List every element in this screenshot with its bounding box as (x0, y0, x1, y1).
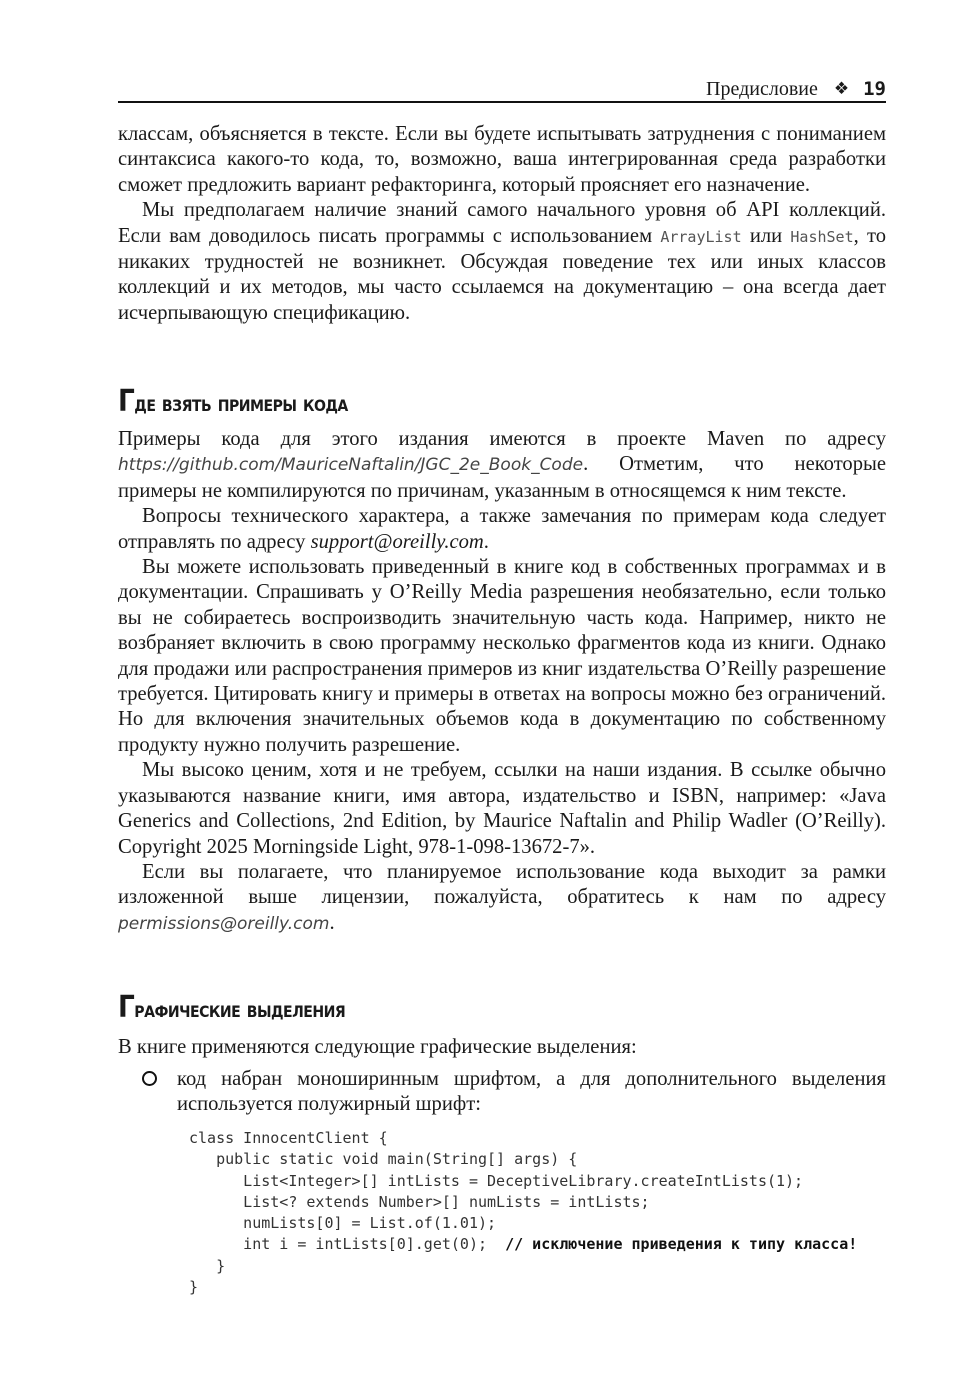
code-line: public static void main(String[] args) { (189, 1150, 578, 1169)
paragraph (118, 860, 886, 937)
paragraph: В книге применяются следующие графические выделения: (118, 1036, 637, 1058)
support-email-link[interactable]: support@oreilly.com (310, 530, 484, 553)
heading-cap: Г (118, 990, 135, 1025)
intro-block (118, 122, 886, 326)
code-line: numLists[0] = List.of(1.01); (189, 1214, 497, 1233)
text-run: . (329, 911, 335, 934)
heading-text: де взять примеры кода (134, 391, 348, 417)
section-body (118, 427, 886, 937)
code-block (189, 1128, 857, 1298)
paragraph (118, 198, 886, 326)
section-heading (118, 384, 348, 419)
code-line: class InnocentClient { (189, 1129, 388, 1147)
text-run: Мы предполагаем наличие знаний самого начального уровня об API коллекций. Если вам доводилось писать программы с использованием (118, 199, 886, 247)
ornament-icon: ❖ (833, 79, 850, 98)
paragraph: классам, объясняется в тексте. Если вы будете испытывать затруднения с пониманием синтаксиса какого-то кода, то, возможно, ваша интегрированная среда разработки сможет предложить вариант рефакторинга, который проясняет его назначение. (118, 123, 886, 196)
code-line: } (189, 1278, 199, 1297)
header-rule (118, 101, 886, 103)
code-line: int i = intLists[0].get(0); (189, 1235, 506, 1254)
page-number: 19 (863, 78, 886, 100)
text-run: , то никаких трудностей не возникнет. Обсуждая поведение тех или иных классов коллекций и их методов, мы часто ссылаемся на документацию – она всегда дает исчерпывающую спецификацию. (118, 224, 887, 324)
paragraph (118, 427, 886, 504)
running-header (118, 76, 886, 102)
list-item-text: код набран моноширинным шрифтом, а для дополнительного выделения используется полужирный шрифт: (177, 1068, 886, 1116)
paragraph (118, 504, 886, 555)
text-run: . (483, 530, 489, 553)
circle-bullet-icon (142, 1071, 157, 1086)
paragraph: Мы высоко ценим, хотя и не требуем, ссылки на наши издания. В ссылке обычно указываются название книги, имя автора, издательство и ISBN, например: «Java Generics and Collections, 2nd Edition, by Maurice Naftalin and Philip Wadler (O’Reilly). Copyright 2025 Morningside Light, 978-1-098-13672-7». (118, 759, 886, 858)
section-intro (118, 1035, 886, 1060)
text-run: Примеры кода для этого издания имеются в проекте Maven по адресу (118, 428, 886, 450)
list-item (142, 1067, 886, 1118)
section-heading (118, 990, 345, 1025)
text-run: или (741, 224, 791, 247)
heading-cap: Г (118, 384, 135, 419)
code-line: List<? extends Number>[] numLists = intLists; (189, 1192, 650, 1211)
code-line: } (189, 1256, 226, 1275)
paragraph: Вы можете использовать приведенный в книге код в собственных программах и в документации. Спрашивать у O’Reilly Media разрешения необязательно, если только вы не собираетесь воспроизводить значительную часть кода. Например, никто не возбраняет включить в свою программу несколько фрагментов кода из книги. Однако для продажи или распространения примеров из книг издательства O’Reilly разрешение требуется. Цитировать книгу и примеры в ответах на вопросы можно без ограничений. Но для включения значительных объемов кода в документацию по собственному продукту нужно получить разрешение. (118, 556, 886, 756)
code-comment-bold: // исключение приведения к типу класса! (505, 1235, 858, 1254)
text-run: Вопросы технического характера, а также замечания по примерам кода следует отправлять по адресу (118, 505, 886, 553)
running-title: Предисловие (706, 78, 818, 100)
heading-text: рафические выделения (134, 997, 346, 1023)
text-run: Если вы полагаете, что планируемое использование кода выходит за рамки изложенной выше лицензии, пожалуйста, обратитесь к нам по адресу (118, 860, 886, 909)
repo-link[interactable]: https://github.com/MauriceNaftalin/JGC_2e_Book_Code (118, 455, 584, 476)
code-line: List<Integer>[] intLists = DeceptiveLibrary.createIntLists(1); (189, 1171, 804, 1190)
text-run: . Отметим, что некоторые примеры не компилируются по причинам, указанным в относящемся к ним тексте. (118, 453, 886, 502)
permissions-email-link[interactable]: permissions@oreilly.com (118, 913, 330, 934)
inline-code: ArrayList (660, 227, 742, 246)
inline-code: HashSet (790, 227, 854, 246)
